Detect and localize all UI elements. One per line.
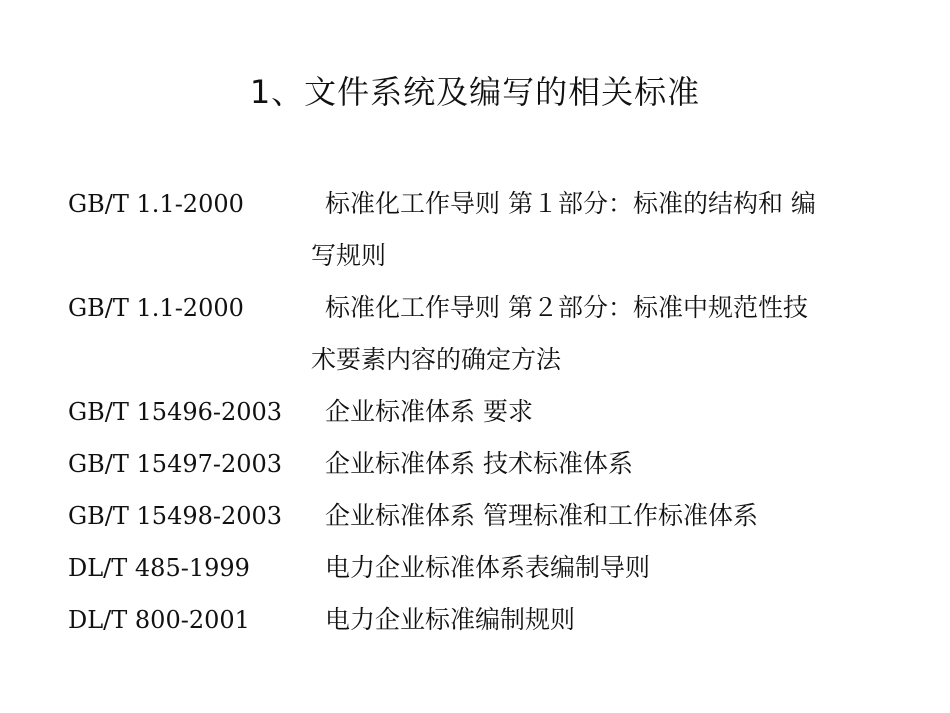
standard-item	[68, 438, 908, 490]
standard-title: 企业标准体系 技术标准体系	[325, 449, 633, 478]
standard-item	[68, 490, 908, 542]
standard-title-line1: 标准化工作导则 第１部分：标准的结构和 编	[325, 189, 816, 218]
standard-code: DL/T 485-1999	[68, 554, 250, 582]
standard-item	[68, 282, 908, 386]
standard-title	[311, 282, 908, 386]
standard-title-line2: 写规则	[311, 241, 387, 270]
standard-title	[311, 178, 908, 282]
standard-item	[68, 178, 908, 282]
slide-title: 1、文件系统及编写的相关标准	[249, 73, 701, 111]
standard-title: 电力企业标准体系表编制导则	[325, 553, 651, 582]
standard-item	[68, 386, 908, 438]
standards-list	[68, 178, 908, 646]
standard-code: GB/T 15498-2003	[68, 502, 283, 530]
standard-item	[68, 542, 908, 594]
standard-code: GB/T 15497-2003	[68, 450, 283, 478]
standard-title: 企业标准体系 管理标准和工作标准体系	[325, 501, 758, 530]
standard-title: 电力企业标准编制规则	[325, 605, 576, 634]
standard-code: DL/T 800-2001	[68, 606, 250, 634]
standard-code: GB/T 15496-2003	[68, 398, 283, 426]
standard-code: GB/T 1.1-2000	[68, 294, 244, 322]
standard-code: GB/T 1.1-2000	[68, 190, 244, 218]
standard-title: 企业标准体系 要求	[325, 397, 533, 426]
standard-title-line2: 术要素内容的确定方法	[311, 345, 562, 374]
standard-title-line1: 标准化工作导则 第２部分：标准中规范性技	[325, 293, 808, 322]
standard-item	[68, 594, 908, 646]
